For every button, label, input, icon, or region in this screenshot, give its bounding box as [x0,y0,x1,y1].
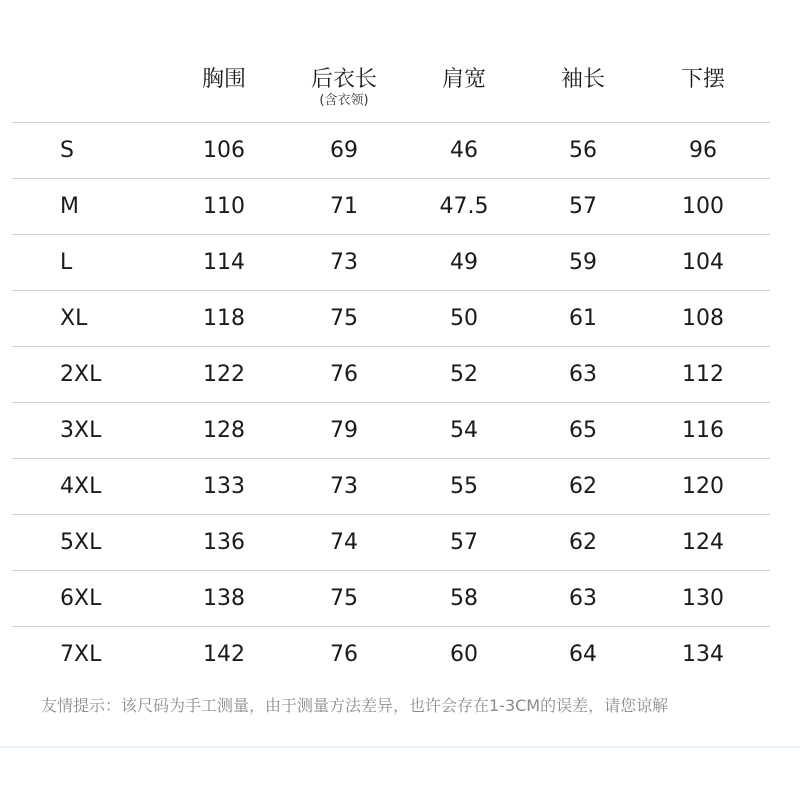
shoulder-cell: 46 [450,138,478,163]
back-length-cell: 74 [330,530,358,555]
shoulder-cell: 58 [450,586,478,611]
hem-cell: 120 [682,474,724,499]
hem-cell: 96 [689,138,717,163]
header-back-length-label: 后衣长 [310,67,377,92]
shoulder-cell: 52 [450,362,478,387]
shoulder-cell: 55 [450,474,478,499]
size-cell: 2XL [60,362,102,387]
bottom-divider [0,746,800,748]
back-length-cell: 71 [330,194,358,219]
header-hem: 下摆 [680,67,725,92]
hem-cell: 130 [682,586,724,611]
back-length-cell: 76 [330,642,358,667]
hem-cell: 134 [682,642,724,667]
chest-cell: 122 [203,362,245,387]
table-row [12,627,770,682]
shoulder-cell: 47.5 [439,194,489,219]
shoulder-cell: 49 [450,250,478,275]
size-cell: 4XL [60,474,102,499]
sleeve-cell: 65 [569,418,597,443]
table-row [12,179,770,235]
size-cell: M [60,194,79,219]
header-back-length [294,66,394,108]
table-row [12,403,770,459]
sleeve-cell: 63 [569,362,597,387]
shoulder-cell: 50 [450,306,478,331]
back-length-cell: 73 [330,474,358,499]
header-shoulder: 肩宽 [441,67,486,92]
table-row [12,459,770,515]
back-length-cell: 73 [330,250,358,275]
table-row [12,123,770,179]
back-length-cell: 75 [330,586,358,611]
hem-cell: 104 [682,250,724,275]
size-chart-table [12,56,770,682]
chest-cell: 133 [203,474,245,499]
hem-cell: 112 [682,362,724,387]
hem-cell: 124 [682,530,724,555]
sleeve-cell: 56 [569,138,597,163]
header-sleeve: 袖长 [560,67,605,92]
hem-cell: 108 [682,306,724,331]
table-header [12,56,770,123]
table-row [12,571,770,627]
size-cell: 3XL [60,418,102,443]
back-length-cell: 76 [330,362,358,387]
sleeve-cell: 59 [569,250,597,275]
size-cell: XL [60,306,88,331]
header-chest: 胸围 [201,67,246,92]
chest-cell: 106 [203,138,245,163]
sleeve-cell: 61 [569,306,597,331]
back-length-cell: 79 [330,418,358,443]
chest-cell: 114 [203,250,245,275]
size-cell: 5XL [60,530,102,555]
back-length-cell: 69 [330,138,358,163]
chest-cell: 136 [203,530,245,555]
hem-cell: 116 [682,418,724,443]
table-row [12,291,770,347]
shoulder-cell: 57 [450,530,478,555]
chest-cell: 118 [203,306,245,331]
size-cell: 6XL [60,586,102,611]
sleeve-cell: 62 [569,530,597,555]
table-row [12,515,770,571]
shoulder-cell: 54 [450,418,478,443]
table-row [12,347,770,403]
sleeve-cell: 57 [569,194,597,219]
size-cell: L [60,250,73,275]
sleeve-cell: 63 [569,586,597,611]
table-row [12,235,770,291]
sleeve-cell: 62 [569,474,597,499]
shoulder-cell: 60 [450,642,478,667]
chest-cell: 110 [203,194,245,219]
header-back-length-note: (含衣领) [319,93,369,108]
chest-cell: 128 [203,418,245,443]
size-cell: 7XL [60,642,102,667]
chest-cell: 138 [203,586,245,611]
chest-cell: 142 [203,642,245,667]
measurement-note: 友情提示：该尺码为手工测量，由于测量方法差异，也许会存在1-3CM的误差，请您谅解 [41,696,669,715]
size-cell: S [60,138,74,163]
sleeve-cell: 64 [569,642,597,667]
back-length-cell: 75 [330,306,358,331]
hem-cell: 100 [682,194,724,219]
